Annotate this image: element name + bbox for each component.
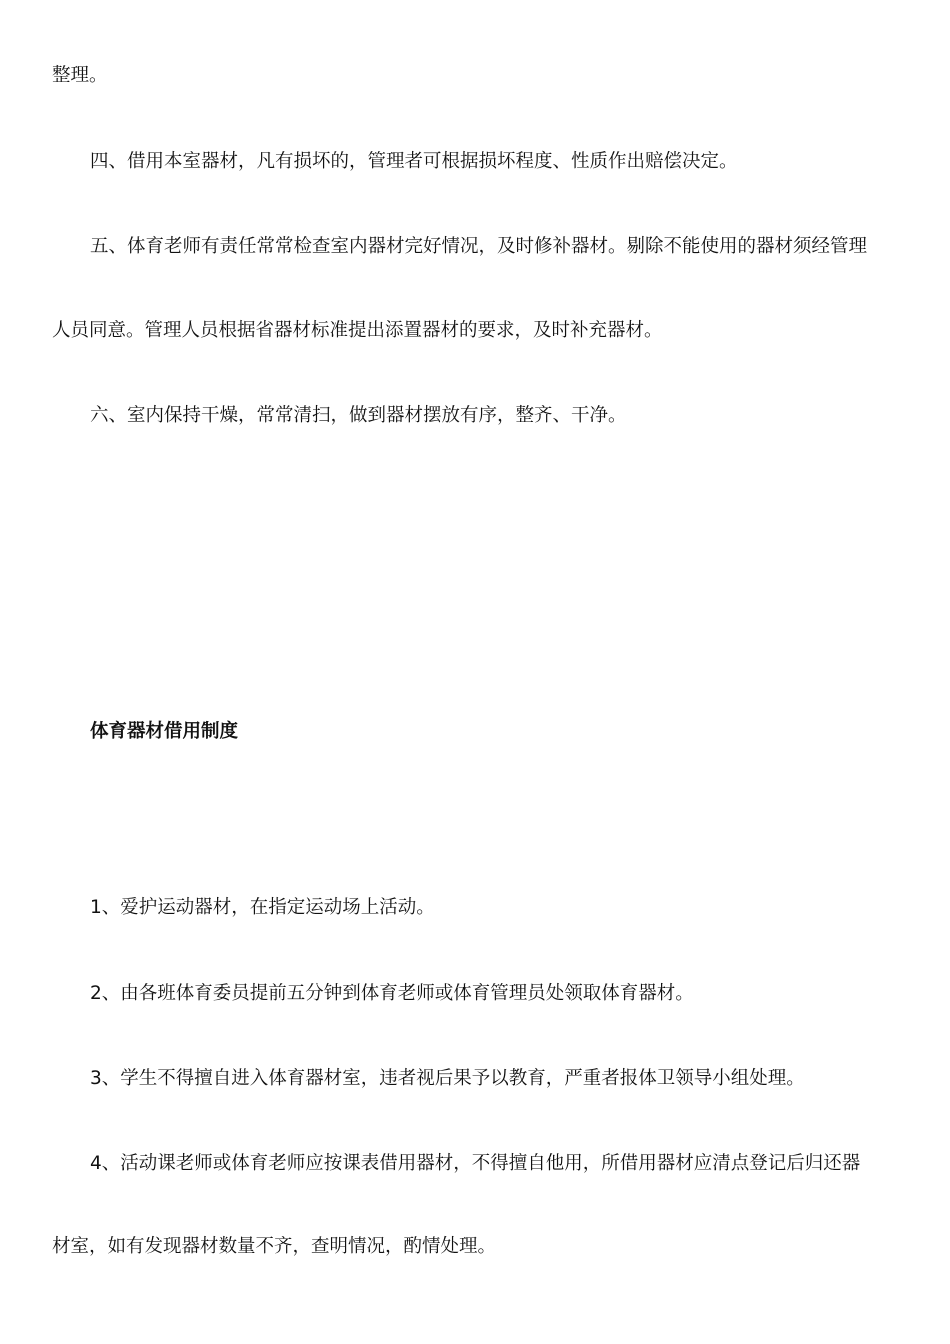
rule-5-paragraph-line-2: 人员同意。管理人员根据省器材标准提出添置器材的要求，及时补充器材。 xyxy=(52,320,663,341)
item-4-paragraph-line-2: 材室，如有发现器材数量不齐，查明情况，酌情处理。 xyxy=(52,1236,497,1257)
rule-6-paragraph: 六、室内保持干燥，常常清扫，做到器材摆放有序，整齐、干净。 xyxy=(90,405,627,426)
section-heading: 体育器材借用制度 xyxy=(90,721,239,742)
rule-5-paragraph-line-1: 五、体育老师有责任常常检查室内器材完好情况，及时修补器材。剔除不能使用的器材须经管理 xyxy=(90,236,868,257)
rule-4-paragraph: 四、借用本室器材，凡有损坏的，管理者可根据损坏程度、性质作出赔偿决定。 xyxy=(90,151,738,172)
item-4-paragraph-line-1: 4、活动课老师或体育老师应按课表借用器材，不得擅自他用，所借用器材应清点登记后归还器 xyxy=(90,1153,861,1174)
item-2-paragraph: 2、由各班体育委员提前五分钟到体育老师或体育管理员处领取体育器材。 xyxy=(90,983,694,1004)
item-3-paragraph: 3、学生不得擅自进入体育器材室，违者视后果予以教育，严重者报体卫领导小组处理。 xyxy=(90,1068,805,1089)
item-1-paragraph: 1、爱护运动器材，在指定运动场上活动。 xyxy=(90,897,435,918)
paragraph-continuation: 整理。 xyxy=(52,65,108,86)
